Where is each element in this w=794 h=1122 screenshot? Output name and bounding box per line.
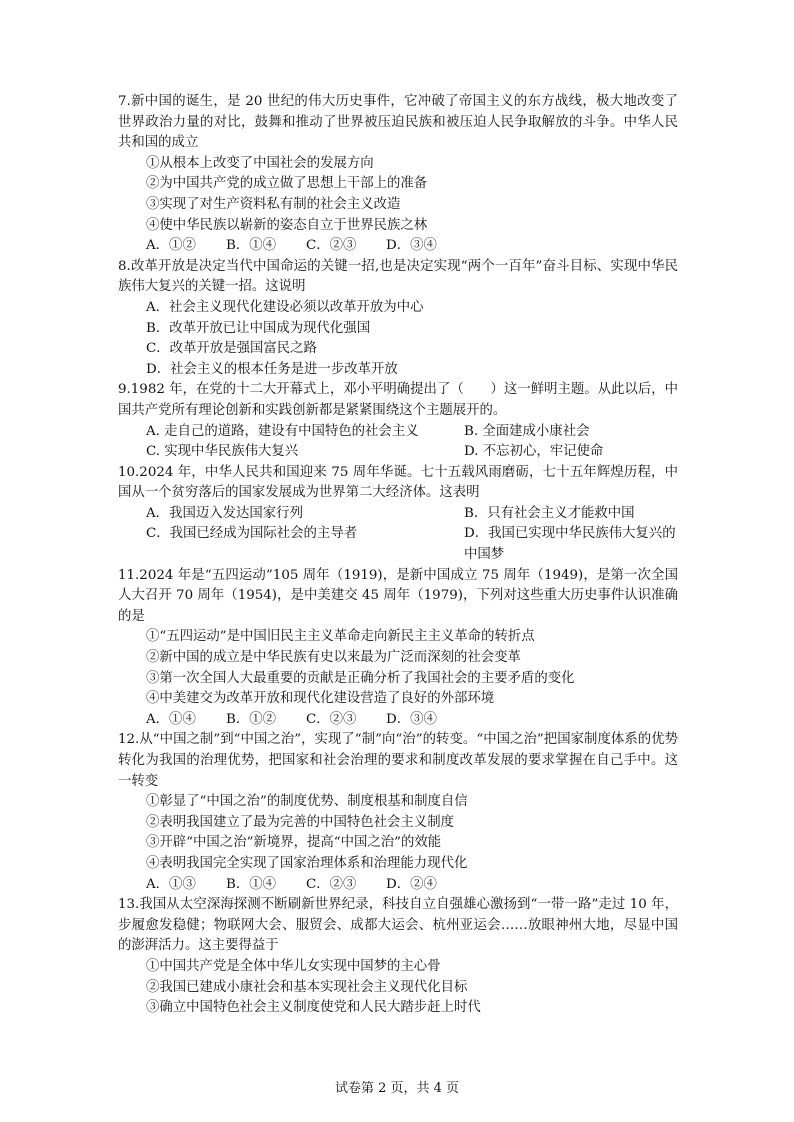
- choice-b: B．①②: [226, 711, 277, 727]
- choice-c: C．②③: [306, 238, 357, 254]
- statement-item: ③确立中国特色社会主义制度使党和人民大踏步赶上时代: [146, 1000, 481, 1016]
- statement-item: ④表明我国完全实现了国家治理体系和治理能力现代化: [146, 855, 468, 871]
- question-stem: 11.2024 年是“五四运动”105 周年（1919)，是新中国成立 75 周年（1949)，是第一次全国人大召开 70 周年（1954)，是中美建交 45 周年（1979)，下列对这些重大历史事件认识准确的是: [118, 567, 678, 624]
- statement-item: ④中美建交为改革开放和现代化建设营造了良好的外部环境: [146, 691, 495, 707]
- option-a: A．社会主义现代化建设必须以改革开放为中心: [146, 299, 424, 315]
- statement-item: ②我国已建成小康社会和基本实现社会主义现代化目标: [146, 979, 468, 995]
- option-b: B. 全面建成小康社会: [464, 423, 590, 439]
- option-c: C. 实现中华民族伟大复兴: [146, 444, 299, 460]
- statement-item: ①中国共产党是全体中华儿女实现中国梦的主心骨: [146, 958, 441, 974]
- question-8: [118, 257, 678, 381]
- choice-d: D．③④: [386, 711, 437, 727]
- question-9: [118, 380, 678, 462]
- choice-row: [118, 236, 678, 257]
- choice-b: B．①④: [226, 876, 277, 892]
- choice-b: B．①④: [226, 238, 277, 254]
- option-d: D. 不忘初心，牢记使命: [464, 444, 604, 460]
- question-11: [118, 566, 678, 731]
- question-stem: 12.从“中国之制”到“中国之治”，实现了“制”向“治”的转变。“中国之治”把国家制度体系的优势转化为我国的治理优势，把国家和社会治理的要求和制度改革发展的要求掌握在自己手中。这一转变: [118, 732, 678, 789]
- option-d: D．我国已实现中华民族伟大复兴的中国梦: [464, 526, 676, 563]
- question-7: [118, 92, 678, 257]
- statement-item: ④使中华民族以崭新的姿态自立于世界民族之林: [146, 217, 428, 233]
- statement-item: ①从根本上改变了中国社会的发展方向: [146, 155, 374, 171]
- choice-c: C．②③: [306, 876, 357, 892]
- statement-item: ①“五四运动”是中国旧民主主义革命走向新民主主义革命的转折点: [146, 629, 535, 645]
- question-stem: 13.我国从太空深海探测不断刷新世界纪录，科技自立自强雄心激扬到“一带一路”走过 10 年，步履愈发稳健；物联网大会、服贸会、成都大运会、杭州亚运会……放眼神州大地，尽显中国的澎湃活力。这主要得益于: [118, 897, 678, 954]
- choice-d: D．③④: [386, 238, 437, 254]
- option-d: D．社会主义的根本任务是进一步改革开放: [146, 361, 398, 377]
- choice-c: C．②③: [306, 711, 357, 727]
- option-a: A．我国迈入发达国家行列: [146, 505, 303, 521]
- question-stem: 7.新中国的诞生，是 20 世纪的伟大历史事件，它冲破了帝国主义的东方战线，极大地改变了世界政治力量的对比，鼓舞和推动了世界被压迫民族和被压迫人民争取解放的斗争。中华人民共和国的成立: [118, 94, 678, 151]
- choice-row: [118, 710, 678, 731]
- choice-d: D．②④: [386, 876, 437, 892]
- choice-a: A．①④: [146, 711, 196, 727]
- option-a: A. 走自己的道路，建设有中国特色的社会主义: [146, 423, 419, 439]
- statement-item: ③第一次全国人大最重要的贡献是正确分析了我国社会的主要矛盾的变化: [146, 670, 575, 686]
- question-12: [118, 730, 678, 895]
- statement-item: ②表明我国建立了最为完善的中国特色社会主义制度: [146, 814, 454, 830]
- statement-item: ③开辟“中国之治”新境界，提高“中国之治”的效能: [146, 835, 442, 851]
- choice-grid: [118, 504, 678, 566]
- choice-row: [118, 875, 678, 896]
- question-stem: 8.改革开放是决定当代中国命运的关键一招,也是决定实现“两个一百年”奋斗目标、实现中华民族伟大复兴的关键一招。这说明: [118, 258, 678, 295]
- question-stem: 9.1982 年，在党的十二大开幕式上，邓小平明确提出了（ ）这一鲜明主题。从此以后，中国共产党所有理论创新和实践创新都是紧紧围绕这个主题展开的。: [118, 382, 678, 418]
- option-c: C．我国已经成为国际社会的主导者: [146, 526, 358, 542]
- choice-grid: [118, 422, 678, 463]
- statement-item: ②新中国的成立是中华民族有史以来最为广泛而深刻的社会变革: [146, 650, 521, 666]
- exam-page: [118, 92, 678, 1019]
- option-b: B．改革开放已让中国成为现代化强国: [146, 320, 371, 336]
- statement-item: ③实现了对生产资料私有制的社会主义改造: [146, 196, 401, 212]
- statement-item: ①彰显了“中国之治”的制度优势、制度根基和制度自信: [146, 794, 468, 810]
- question-13: [118, 895, 678, 1019]
- page-footer: 试卷第 2 页，共 4 页: [334, 1081, 460, 1096]
- option-c: C．改革开放是强国富民之路: [146, 341, 317, 357]
- option-b: B．只有社会主义才能救中国: [464, 505, 635, 521]
- question-10: [118, 463, 678, 566]
- choice-a: A．①③: [146, 876, 196, 892]
- question-stem: 10.2024 年，中华人民共和国迎来 75 周年华诞。七十五载风雨磨砺，七十五年辉煌历程，中国从一个贫穷落后的国家发展成为世界第二大经济体。这表明: [118, 464, 678, 501]
- statement-item: ②为中国共产党的成立做了思想上干部上的准备: [146, 176, 428, 192]
- choice-a: A．①②: [146, 238, 196, 254]
